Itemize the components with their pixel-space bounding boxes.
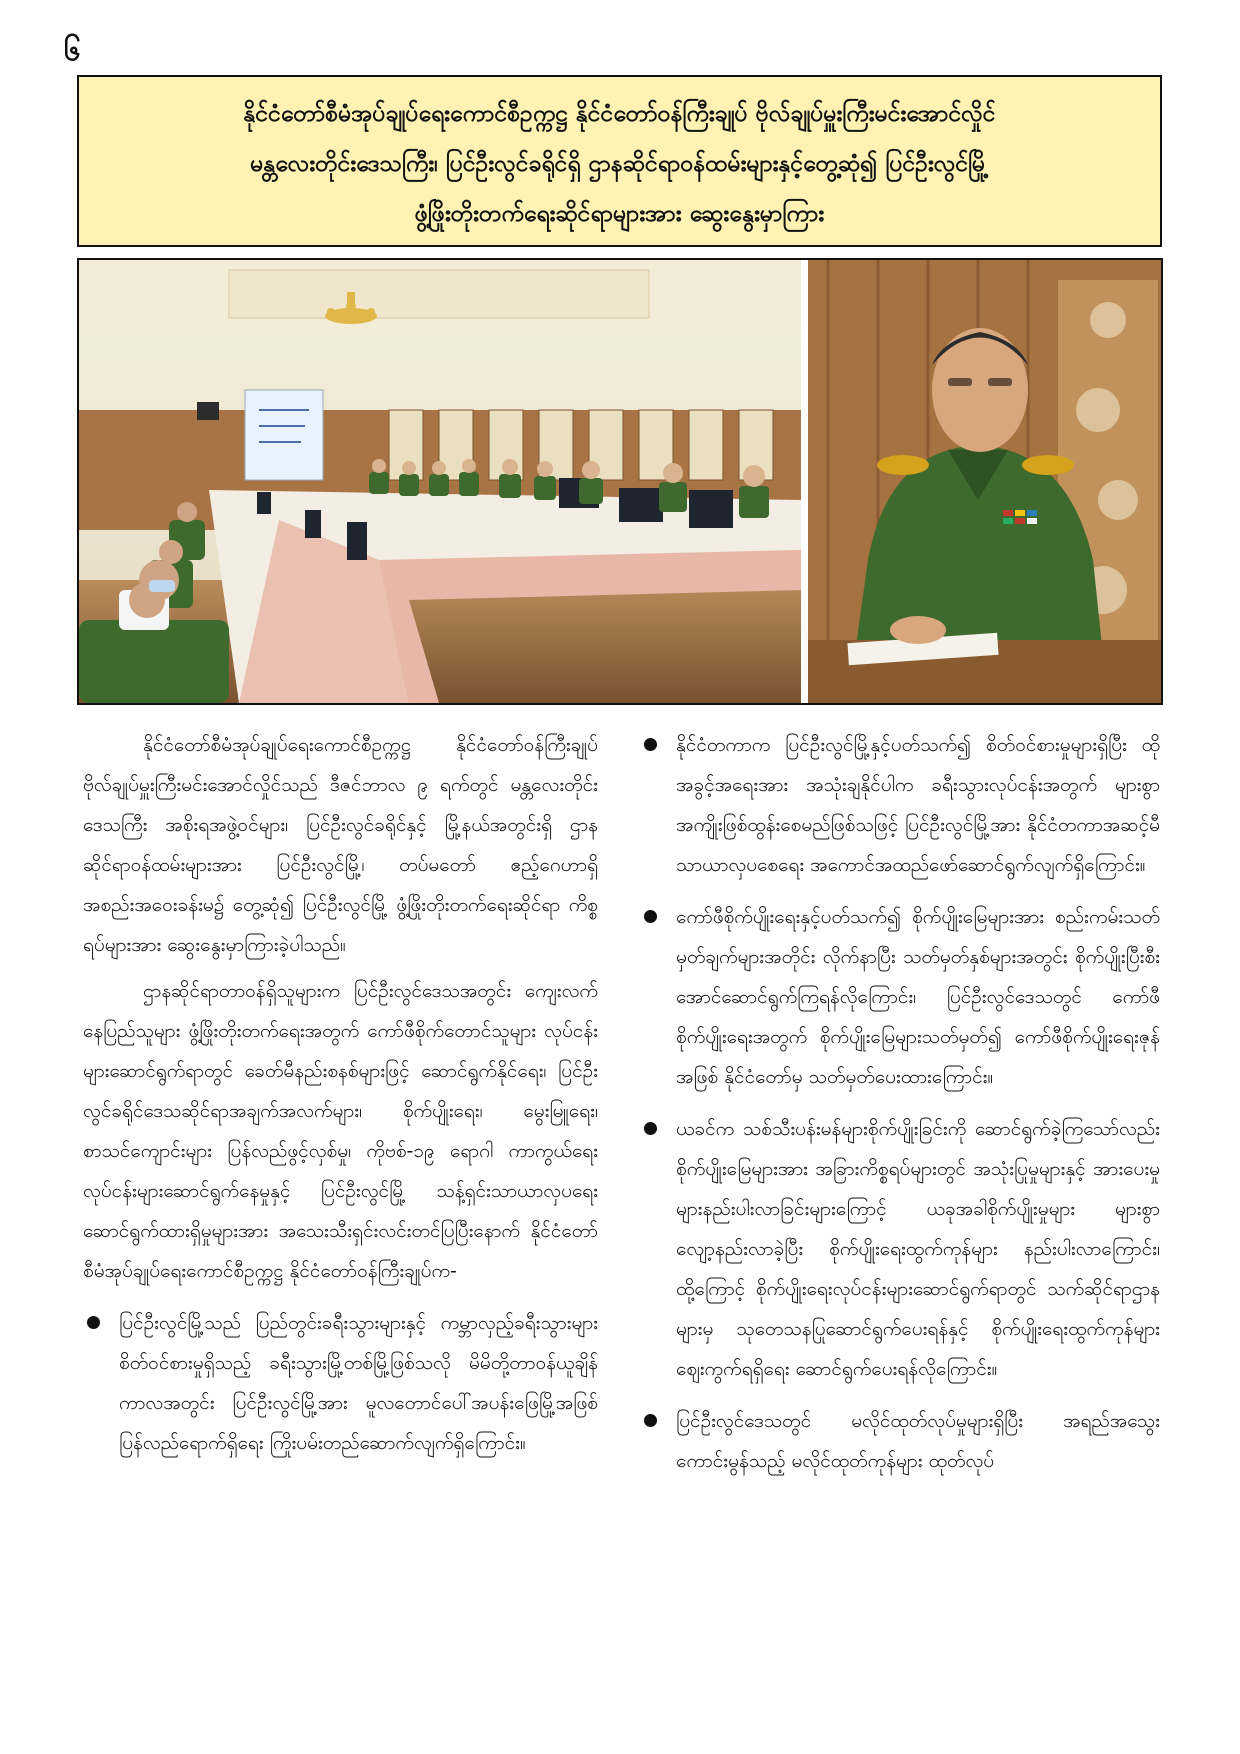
meeting-hall-photo [79, 260, 801, 703]
list-item [640, 725, 1160, 885]
bullet-icon [644, 738, 657, 751]
list-item [640, 1109, 1160, 1389]
left-bullet-list [83, 1303, 598, 1463]
bullet-text: ပြင်ဦးလွင်မြို့သည် ပြည်တွင်းခရီးသွားများနှင့် ကမ္ဘာလှည့်ခရီးသွားများ စိတ်ဝင်စားမှုရှိသည့် ခရီးသွားမြို့တစ်မြို့ဖြစ်သလို မိမိတို့တာဝန်ယူချိန်ကာလအတွင်း ပြင်ဦးလွင်မြို့အား မူလတောင်ပေါ်အပန်းဖြေမြို့အဖြစ် ပြန်လည်ရောက်ရှိရေး ကြိုးပမ်းတည်ဆောက်လျက်ရှိကြောင်း။ [119, 1312, 598, 1454]
headline-box [77, 75, 1162, 247]
bullet-icon [644, 1122, 657, 1135]
body-paragraph: ဌာနဆိုင်ရာတာဝန်ရှိသူများက ပြင်ဦးလွင်ဒေသအတွင်း ကျေးလက်နေပြည်သူများ ဖွံ့ဖြိုးတိုးတက်ရေးအတွက် ကော်ဖီစိုက်တောင်သူများ လုပ်ငန်းများဆောင်ရွက်ရာတွင် ခေတ်မီနည်းစနစ်များဖြင့် ဆောင်ရွက်နိုင်ရေး၊ ပြင်ဦးလွင်ခရိုင်ဒေသဆိုင်ရာအချက်အလက်များ၊ စိုက်ပျိုးရေး၊ မွေးမြူရေး၊ စာသင်ကျောင်းများ ပြန်လည်ဖွင့်လှစ်မှု၊ ကိုဗစ်-၁၉ ရောဂါ ကာကွယ်ရေးလုပ်ငန်းများဆောင်ရွက်နေမှုနှင့် ပြင်ဦးလွင်မြို့ သန့်ရှင်းသာယာလှပရေး ဆောင်ရွက်ထားရှိမှုများအား အသေးသီးရှင်းလင်းတင်ပြပြီးနောက် နိုင်ငံတော်စီမံအုပ်ချုပ်ရေးကောင်စီဥက္ကဋ္ဌ နိုင်ငံတော်ဝန်ကြီးချုပ်က- [83, 980, 598, 1282]
photo-strip [77, 258, 1163, 705]
bullet-icon [87, 1316, 100, 1329]
headline-line: ဖွံ့ဖြိုးတိုးတက်ရေးဆိုင်ရာများအား ဆွေးနွေးမှာကြား [414, 201, 825, 227]
bullet-text: နိုင်ငံတကာက ပြင်ဦးလွင်မြို့နှင့်ပတ်သက်၍ စိတ်ဝင်စားမှုများရှိပြီး ထိုအခွင့်အရေးအား အသုံးချနိုင်ပါက ခရီးသွားလုပ်ငန်းအတွက် များစွာအကျိုးဖြစ်ထွန်းစေမည်ဖြစ်သဖြင့် ပြင်ဦးလွင်မြို့အား နိုင်ငံတကာအဆင့်မီ သာယာလှပစေရေး အကောင်အထည်ဖော်ဆောင်ရွက်လျက်ရှိကြောင်း။ [676, 734, 1160, 876]
bullet-text: ယခင်က သစ်သီးပန်းမန်များစိုက်ပျိုးခြင်းကို ဆောင်ရွက်ခဲ့ကြသော်လည်း စိုက်ပျိုးမြေများအား အခြားကိစ္စရပ်များတွင် အသုံးပြုမှုများနှင့် အားပေးမှုများနည်းပါးလာခြင်းများကြောင့် ယခုအခါစိုက်ပျိုးမှုများ များစွာလျော့နည်းလာခဲ့ပြီး စိုက်ပျိုးရေးထွက်ကုန်များ နည်းပါးလာကြောင်း၊ ထို့ကြောင့် စိုက်ပျိုးရေးလုပ်ငန်းများဆောင်ရွက်ရာတွင် သက်ဆိုင်ရာဌာနများမှ သုတေသနပြုဆောင်ရွက်ပေးရန်နှင့် စိုက်ပျိုးရေးထွက်ကုန်များ ဈေးကွက်ရရှိရေး ဆောင်ရွက်ပေးရန်လိုကြောင်း။ [676, 1118, 1160, 1380]
headline-line: မန္တလေးတိုင်းဒေသကြီး၊ ပြင်ဦးလွင်ခရိုင်ရှိ ဌာနဆိုင်ရာဝန်ထမ်းများနှင့်တွေ့ဆုံ၍ ပြင်ဦးလွင်မြို့ [250, 151, 989, 177]
list-item [83, 1303, 598, 1463]
bullet-icon [644, 1414, 657, 1427]
body-left-column [83, 725, 598, 1475]
speaker-portrait-photo [808, 260, 1163, 703]
list-item [640, 897, 1160, 1097]
right-bullet-list [640, 725, 1160, 1481]
body-right-column [640, 725, 1160, 1493]
bullet-text: ကော်ဖီစိုက်ပျိုးရေးနှင့်ပတ်သက်၍ စိုက်ပျိုးမြေများအား စည်းကမ်းသတ်မှတ်ချက်များအတိုင်း လိုက်နာပြီး သတ်မှတ်နှစ်များအတွင်း စိုက်ပျိုးပြီးစီးအောင်ဆောင်ရွက်ကြရန်လိုကြောင်း၊ ပြင်ဦးလွင်ဒေသတွင် ကော်ဖီစိုက်ပျိုးရေးအတွက် စိုက်ပျိုးမြေများသတ်မှတ်၍ ကော်ဖီစိုက်ပျိုးရေးဇုန်အဖြစ် နိုင်ငံတော်မှ သတ်မှတ်ပေးထားကြောင်း။ [676, 906, 1160, 1088]
headline-line: နိုင်ငံတော်စီမံအုပ်ချုပ်ရေးကောင်စီဥက္ကဋ္ဌ နိုင်ငံတော်ဝန်ကြီးချုပ် ဗိုလ်ချုပ်မှူးကြီးမင်းအောင်လှိုင် [243, 101, 996, 127]
bullet-text: ပြင်ဦးလွင်ဒေသတွင် မလိုင်ထုတ်လုပ်မှုများရှိပြီး အရည်အသွေးကောင်းမွန်သည့် မလိုင်ထုတ်ကုန်များ ထုတ်လုပ် [676, 1410, 1160, 1472]
body-paragraph: နိုင်ငံတော်စီမံအုပ်ချုပ်ရေးကောင်စီဥက္ကဋ္ဌ နိုင်ငံတော်ဝန်ကြီးချုပ် ဗိုလ်ချုပ်မှူးကြီးမင်းအောင်လှိုင်သည် ဒီဇင်ဘာလ ၉ ရက်တွင် မန္တလေးတိုင်းဒေသကြီး အစိုးရအဖွဲ့ဝင်များ၊ ပြင်ဦးလွင်ခရိုင်နှင့် မြို့နယ်အတွင်းရှိ ဌာနဆိုင်ရာဝန်ထမ်းများအား ပြင်ဦးလွင်မြို့၊ တပ်မတော် ဧည့်ဂေဟာရှိ အစည်းအဝေးခန်းမ၌ တွေ့ဆုံ၍ ပြင်ဦးလွင်မြို့ ဖွံ့ဖြိုးတိုးတက်ရေးဆိုင်ရာ ကိစ္စရပ်များအား ဆွေးနွေးမှာကြားခဲ့ပါသည်။ [83, 734, 598, 956]
page-number: ၆ [64, 33, 81, 68]
bullet-icon [644, 910, 657, 923]
list-item [640, 1401, 1160, 1481]
